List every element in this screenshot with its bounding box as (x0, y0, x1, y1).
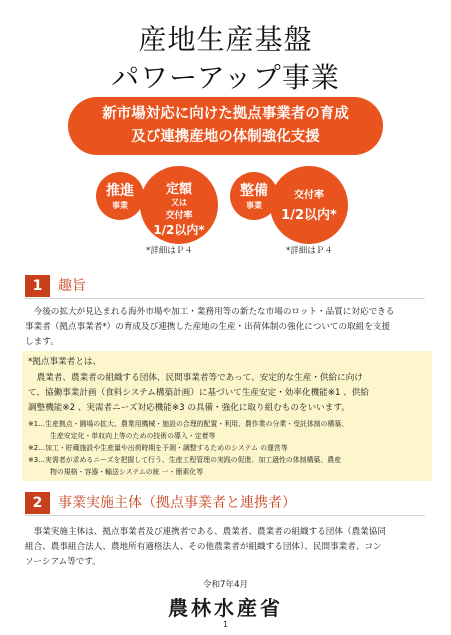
section2-line1: 事業実施主体は、拠点事業者及び連携者である、農業者、農業者の組織する団体（農業協同 (25, 527, 386, 537)
page-title-line1: 産地生産基盤 (138, 23, 313, 56)
seibi-rate-badge (270, 166, 348, 244)
section1-title: 趣旨 (58, 278, 86, 294)
page-number: 1 (222, 620, 229, 629)
definition-box (22, 351, 432, 481)
teigaku-or: 又は (171, 198, 187, 207)
page-title-line2: パワーアップ事業 (111, 61, 340, 94)
suishin-sub: 事業 (112, 201, 128, 210)
definition-line3: 調整機能※2 、実需者ニーズ対応機能※3 の具備・強化に取り組むものをいいます。 (28, 403, 350, 413)
footnote1-line1: ※1…生産拠点・圃場の拡大、農業用機械・施設の合理的配置・利用、農作業の分業・受託体制の構築、 (28, 420, 349, 428)
section2-divider (25, 515, 425, 516)
teigaku-rate-label: 交付率 (165, 211, 193, 221)
seibi-sub: 事業 (246, 201, 262, 210)
banner-line1: 新市場対応に向けた拠点事業者の育成 (102, 106, 349, 122)
banner-line2: 及び連携産地の体制強化支援 (131, 129, 320, 145)
section1-line2: 事業者（拠点事業者*）の育成及び連携した産地の生産・出荷体制の強化についての取組を支援 (25, 322, 391, 332)
definition-heading: *拠点事業者とは、 (28, 357, 102, 367)
teigaku-label: 定額 (165, 182, 192, 197)
section2-line3: ソーシアム等です。 (25, 557, 101, 567)
definition-footnotes (28, 418, 430, 478)
section1-divider (25, 298, 425, 299)
suishin-badge (96, 172, 144, 220)
footnote3-line2: 物の規格・容器・輸送システムの統 一・簡素化等 (50, 468, 204, 476)
seibi-rate-label: 交付率 (294, 190, 324, 201)
section1-number: 1 (25, 275, 50, 297)
definition-line1: 農業者、農業者の組織する団体、民間事業者等であって、安定的な生産・供給に向け (28, 373, 363, 383)
ministry-name: 農林水産省 (168, 596, 283, 620)
footnote2-line1: ※2…加工・貯蔵施設や生産量や出荷時期を予測・調整するためのシステム の運営等 (28, 444, 288, 452)
section2-title: 事業実施主体（拠点事業者と連携者） (58, 495, 296, 511)
headline-banner (68, 97, 383, 155)
seibi-rate: 1/2以内 (281, 208, 331, 223)
section2-line2: 組合、農事組合法人、農地所有適格法人、その他農業者が組織する団体）、民間事業者、コン (25, 542, 382, 552)
section1-line1: 今後の拡大が見込まれる海外市場や加工・業務用等の新たな市場のロット・品質に対応できる (25, 307, 395, 317)
detail-note-right: *詳細はＰ４ (286, 246, 333, 256)
definition-body (28, 371, 428, 416)
teigaku-rate: 1/2以内 (153, 223, 199, 237)
section2-number: 2 (25, 492, 50, 514)
teigaku-badge (140, 166, 218, 244)
teigaku-mark: * (198, 223, 205, 237)
footnote1-line2: 生産安定化・単収向上等のための技術の導入・定着等 (50, 432, 216, 440)
section1-paragraph (25, 305, 435, 350)
footnote3-line1: ※3…実需者が求めるニーズを把握して行う、生産工程管理の実践の促進、加工適性の体制構築、農産 (28, 456, 341, 464)
publication-date: 令和7年4月 (202, 580, 249, 590)
detail-note-left: *詳細はＰ４ (146, 246, 193, 256)
suishin-label: 推進 (106, 183, 134, 199)
definition-line2: て、協働事業計画（食料システム構築計画）に基づいて生産安定・効率化機能※1 、供給 (28, 388, 369, 398)
seibi-mark: * (330, 208, 337, 223)
seibi-label: 整備 (240, 183, 268, 199)
section1-line3: します。 (25, 337, 59, 347)
section2-paragraph (25, 525, 435, 570)
